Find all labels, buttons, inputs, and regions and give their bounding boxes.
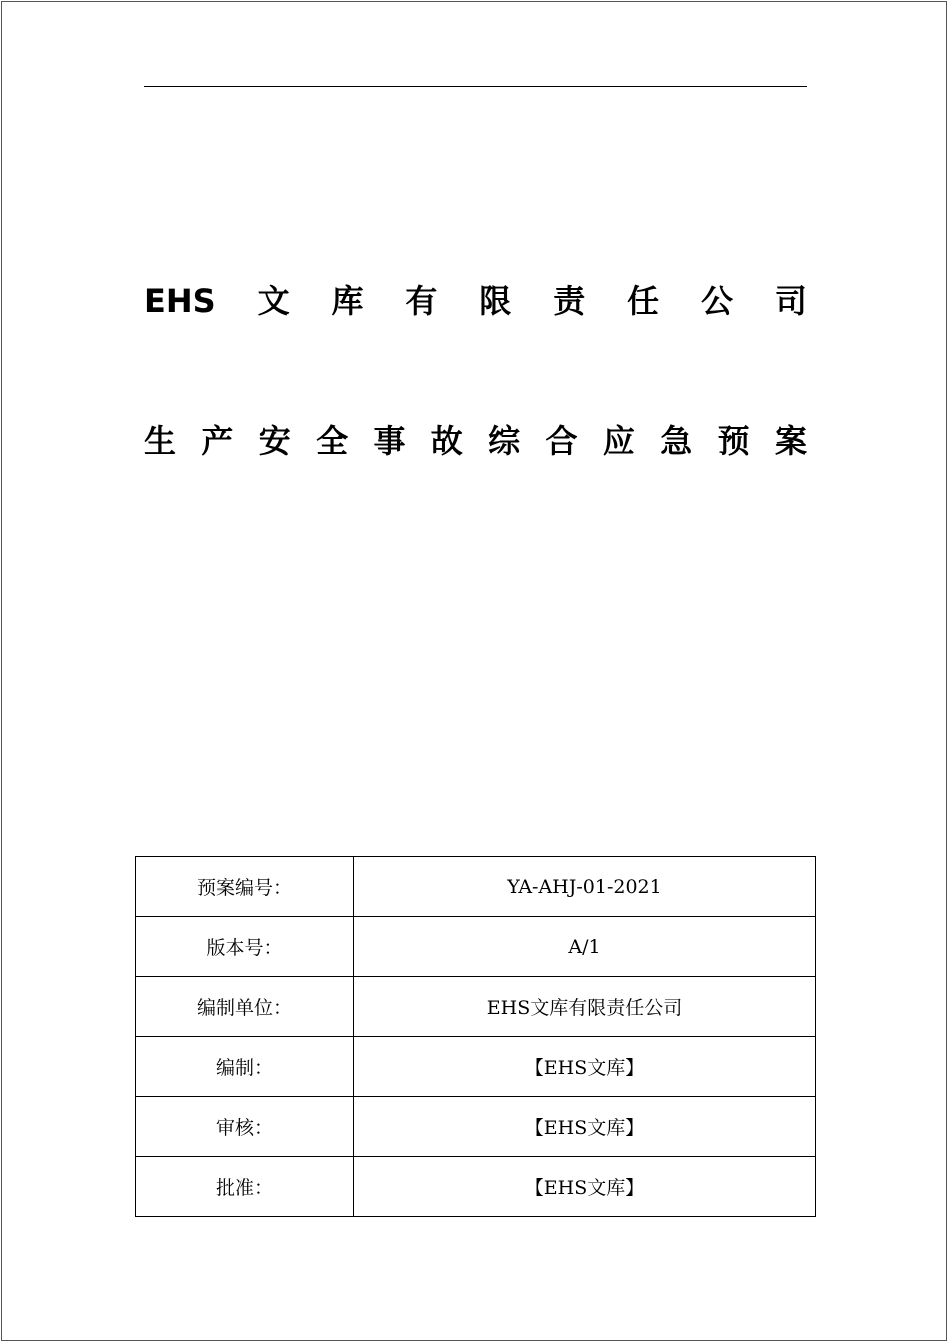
company-title-char: 公 <box>701 282 734 320</box>
compiled-by-label: 编制： <box>136 1037 354 1097</box>
compiling-unit-label: 编制单位： <box>136 977 354 1037</box>
company-title-char: 责 <box>553 282 586 320</box>
plan-title-char: 生 <box>144 422 177 460</box>
compiling-unit-value: EHS文库有限责任公司 <box>354 977 816 1037</box>
table-row <box>136 1157 816 1217</box>
plan-title-char: 预 <box>717 422 750 460</box>
plan-title-char: 事 <box>373 422 406 460</box>
table-row <box>136 857 816 917</box>
plan-title-char: 案 <box>774 422 807 460</box>
table-row <box>136 977 816 1037</box>
plan-title-char: 产 <box>201 422 234 460</box>
plan-title-char: 应 <box>602 422 635 460</box>
plan-title-char: 合 <box>545 422 578 460</box>
plan-title-char: 安 <box>258 422 291 460</box>
company-title-char: 库 <box>331 282 364 320</box>
table-row <box>136 1097 816 1157</box>
company-title-char: 文 <box>257 282 290 320</box>
plan-number-label: 预案编号： <box>136 857 354 917</box>
company-title <box>144 281 807 321</box>
compiled-by-value: 【EHS文库】 <box>354 1037 816 1097</box>
plan-title-char: 故 <box>430 422 463 460</box>
company-title-char: 限 <box>479 282 512 320</box>
company-title-char: EHS <box>144 282 216 320</box>
table-row <box>136 1037 816 1097</box>
plan-title-char: 综 <box>488 422 521 460</box>
reviewed-by-value: 【EHS文库】 <box>354 1097 816 1157</box>
table-row <box>136 917 816 977</box>
plan-title <box>144 421 807 461</box>
reviewed-by-label: 审核： <box>136 1097 354 1157</box>
approved-by-label: 批准： <box>136 1157 354 1217</box>
company-title-char: 任 <box>627 282 660 320</box>
plan-number-value: YA-AHJ-01-2021 <box>354 857 816 917</box>
header-rule <box>144 86 807 87</box>
version-label: 版本号： <box>136 917 354 977</box>
document-info-table <box>135 856 816 1217</box>
company-title-char: 有 <box>405 282 438 320</box>
plan-title-char: 急 <box>660 422 693 460</box>
version-value: A/1 <box>354 917 816 977</box>
company-title-char: 司 <box>774 282 807 320</box>
approved-by-value: 【EHS文库】 <box>354 1157 816 1217</box>
plan-title-char: 全 <box>316 422 349 460</box>
